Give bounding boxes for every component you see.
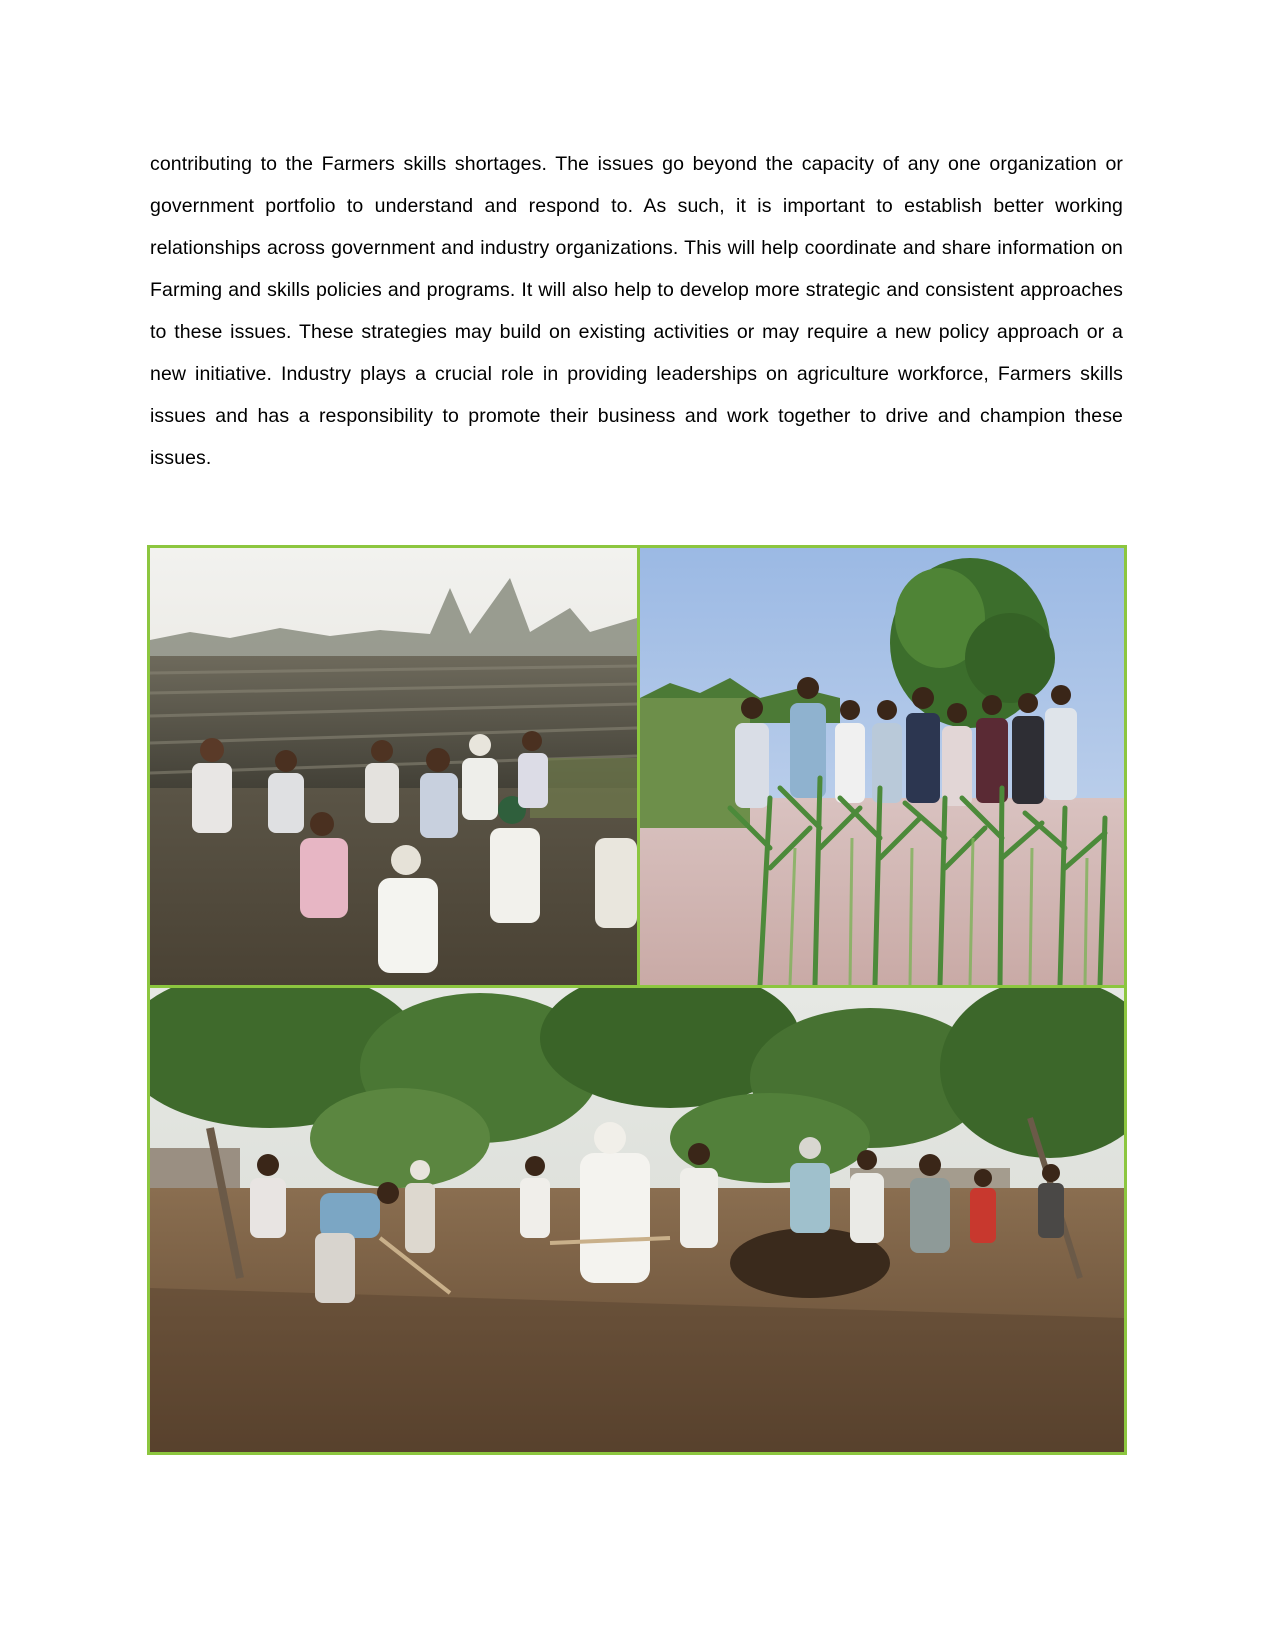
photo-villagers-digging — [150, 988, 1124, 1452]
photo-collage — [147, 545, 1127, 1455]
photo-students-maize-field — [640, 548, 1124, 985]
photo-farmers-meeting — [150, 548, 637, 985]
body-paragraph: contributing to the Farmers skills shortages. The issues go beyond the capacity of any one organization or government portfolio to understand and respond to. As such, it is important to establish better working relationships across government and industry organizations. This will help coordinate and share information on Farming and skills policies and programs. It will also help to develop more strategic and consistent approaches to these issues. These strategies may build on existing activities or may require a new policy approach or a new initiative. Industry plays a crucial role in providing leaderships on agriculture workforce, Farmers skills issues and has a responsibility to promote their business and work together to drive and champion these issues. — [150, 153, 1123, 469]
